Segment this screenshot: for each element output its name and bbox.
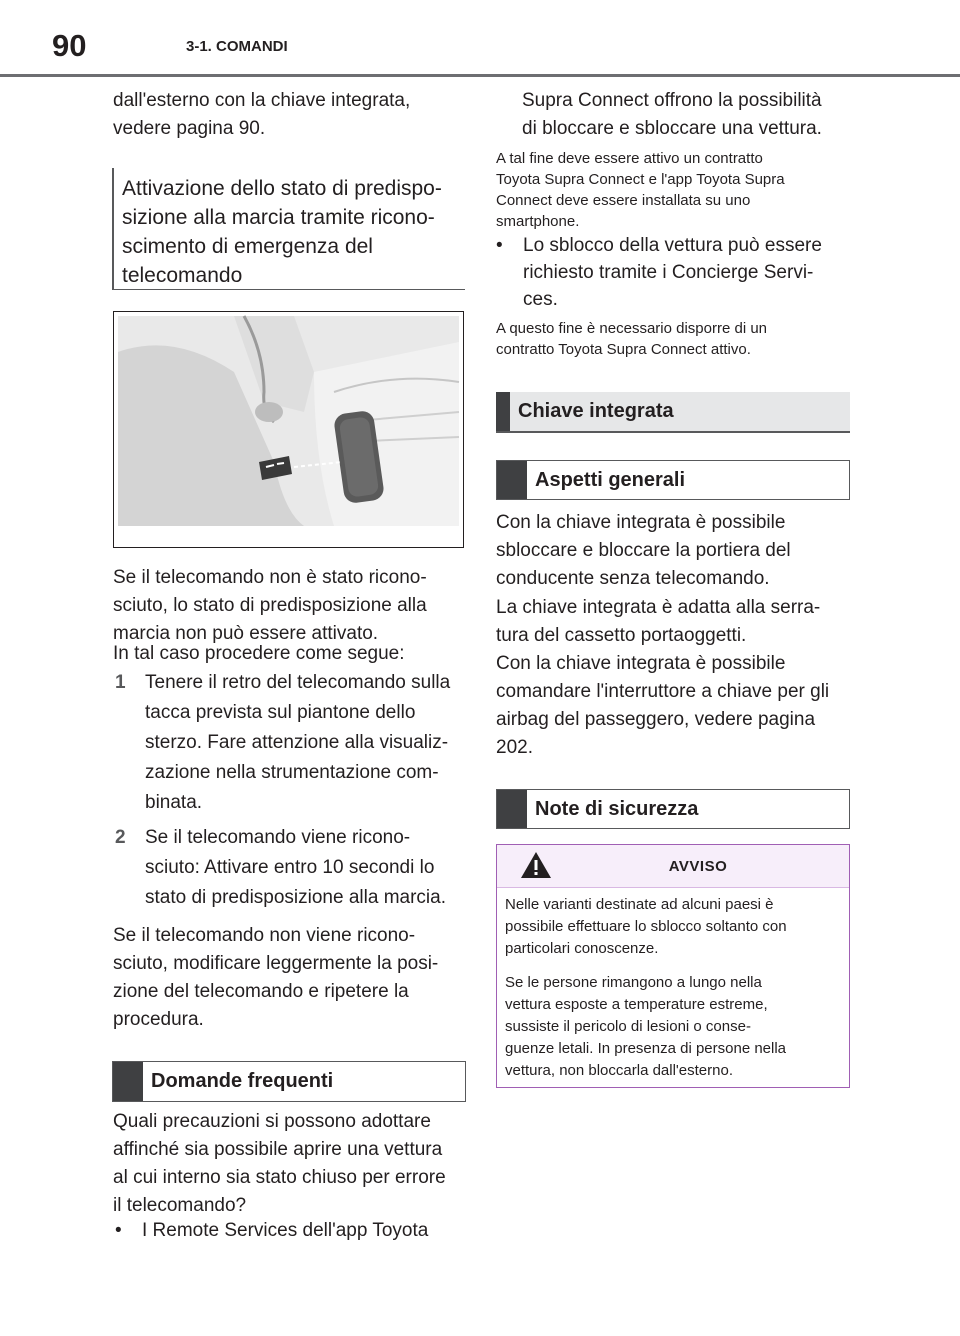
main-heading (496, 392, 850, 433)
text-line: stato di predisposizione alla marcia. (145, 887, 446, 908)
text-line: La chiave integrata è adatta alla serra- (496, 597, 821, 618)
text-line: di bloccare e sbloccare una vettura. (522, 118, 822, 139)
text-line: vettura, non bloccarla dall'esterno. (505, 1062, 733, 1079)
text-line: zazione nella strumentazione com- (145, 762, 439, 783)
text-line: sciuto, lo stato di predisposizione alla (113, 595, 427, 616)
heading-bar (497, 790, 527, 828)
text-line: Con la chiave integrata è possibile (496, 653, 786, 674)
step-text (145, 823, 465, 913)
text-line: Se le persone rimangono a lungo nella (505, 974, 762, 991)
bullet-item (115, 1217, 465, 1245)
header-rule (0, 74, 960, 77)
text-line: Toyota Supra Connect e l'app Toyota Supra (496, 171, 785, 188)
procedure-intro (113, 640, 463, 668)
text-line: il telecomando? (113, 1195, 247, 1216)
condition-paragraph (113, 564, 463, 648)
text-line: Lo sblocco della vettura può essere (523, 235, 822, 256)
text-line: Se il telecomando non viene ricono- (113, 925, 416, 946)
text-line: contratto Toyota Supra Connect attivo. (496, 341, 751, 358)
section-title-line: telecomando (122, 264, 243, 287)
intro-paragraph: dall'esterno con la chiave integrata, vedere pagina 90. (113, 90, 411, 139)
text-line: guenze letali. In presenza di persone nella (505, 1040, 787, 1057)
bullet-symbol: • (115, 1220, 122, 1241)
text-line: tacca prevista sul piantone dello (145, 702, 416, 723)
warning-triangle-icon (519, 850, 553, 880)
faq-heading-text: Domande frequenti (151, 1070, 334, 1092)
text-line: binata. (145, 792, 203, 813)
note-requirement (496, 318, 852, 360)
text-line: possibile effettuare lo sblocco soltanto con (505, 918, 787, 935)
section-title-line: Attivazione dello stato di predispo- (122, 177, 442, 200)
faq-heading (112, 1061, 466, 1102)
text-line: sciuto: Attivare entro 10 secondi lo (145, 857, 435, 878)
text-line: ces. (523, 289, 558, 310)
warning-header (497, 845, 849, 888)
text-line: Supra Connect offrono la possibilità (522, 90, 822, 111)
text-line: particolari conoscenze. (505, 940, 659, 957)
text-line: A questo fine è necessario disporre di un (496, 320, 768, 337)
section-title-line: sizione alla marcia tramite ricono- (122, 206, 435, 229)
key-paragraph-1 (496, 509, 852, 593)
heading-bar (496, 392, 510, 431)
text-line: Nelle varianti destinate ad alcuni paesi è (505, 896, 774, 913)
text-line: sbloccare e bloccare la portiera del (496, 540, 791, 561)
bullet-text: I Remote Services dell'app Toyota (142, 1220, 429, 1241)
text-line: smartphone. (496, 213, 580, 230)
bullet-symbol: • (496, 235, 503, 256)
step-1 (115, 668, 465, 818)
chapter-title: 3-1. COMANDI (186, 38, 288, 55)
text-line: Se il telecomando non è stato ricono- (113, 567, 427, 588)
heading-bar (497, 461, 527, 499)
key-paragraph-2 (496, 594, 852, 650)
warning-paragraph-2 (497, 960, 849, 1082)
text-line: airbag del passeggero, vedere pagina (496, 709, 816, 730)
text-line: procedura. (113, 1009, 204, 1030)
heading-bar (113, 1062, 143, 1101)
text-line: Quali precauzioni si possono adottare (113, 1111, 431, 1132)
text-line: comandare l'interruttore a chiave per gli (496, 681, 830, 702)
text-line: A tal fine deve essere attivo un contratto (496, 150, 763, 167)
text-line: vettura esposte a temperature estreme, (505, 996, 768, 1013)
procedure-intro-text: In tal caso procedere come segue: (113, 643, 405, 664)
main-heading-text: Chiave integrata (518, 400, 674, 422)
section-title (112, 168, 465, 290)
section-title-line: scimento di emergenza del (122, 235, 373, 258)
safety-heading-text: Note di sicurezza (535, 797, 699, 820)
sub-heading (496, 460, 850, 500)
text-line: 202. (496, 737, 533, 758)
step-number: 2 (115, 827, 126, 848)
warning-box (496, 844, 850, 1088)
page-header (0, 0, 960, 78)
bullet-text (523, 232, 822, 313)
intro-text (113, 87, 463, 143)
bullet-item (496, 232, 852, 314)
text-line: richiesto tramite i Concierge Servi- (523, 262, 814, 283)
text-line: Se il telecomando viene ricono- (145, 827, 411, 848)
text-line: marcia non può essere attivato. (113, 623, 379, 644)
sub-heading-text: Aspetti generali (535, 468, 686, 491)
text-line: Tenere il retro del telecomando sulla (145, 672, 451, 693)
text-line: affinché sia possibile aprire una vettura (113, 1139, 443, 1160)
text-line: Con la chiave integrata è possibile (496, 512, 786, 533)
faq-question (113, 1108, 463, 1220)
text-line: al cui interno sia stato chiuso per errore (113, 1167, 446, 1188)
steering-column-illustration (114, 312, 463, 547)
key-paragraph-3 (496, 650, 852, 762)
bullet-continuation (522, 87, 852, 143)
safety-heading (496, 789, 850, 829)
text-line: zione del telecomando e ripetere la (113, 981, 409, 1002)
page-number: 90 (52, 28, 87, 63)
step-text (145, 668, 465, 818)
warning-paragraph-1 (497, 888, 849, 960)
text-line: tura del cassetto portaoggetti. (496, 625, 747, 646)
warning-title: AVVISO (668, 857, 728, 875)
text-line: sussiste il pericolo di lesioni o conse- (505, 1018, 751, 1035)
note-contract (496, 148, 852, 232)
text-line: Connect deve essere installata su uno (496, 192, 751, 209)
text-line: conducente senza telecomando. (496, 568, 770, 589)
retry-paragraph (113, 922, 463, 1034)
step-2 (115, 823, 465, 913)
steering-column-figure (113, 311, 464, 548)
step-number: 1 (115, 672, 126, 693)
text-line: sterzo. Fare attenzione alla visualiz- (145, 732, 449, 753)
text-line: sciuto, modificare leggermente la posi- (113, 953, 439, 974)
